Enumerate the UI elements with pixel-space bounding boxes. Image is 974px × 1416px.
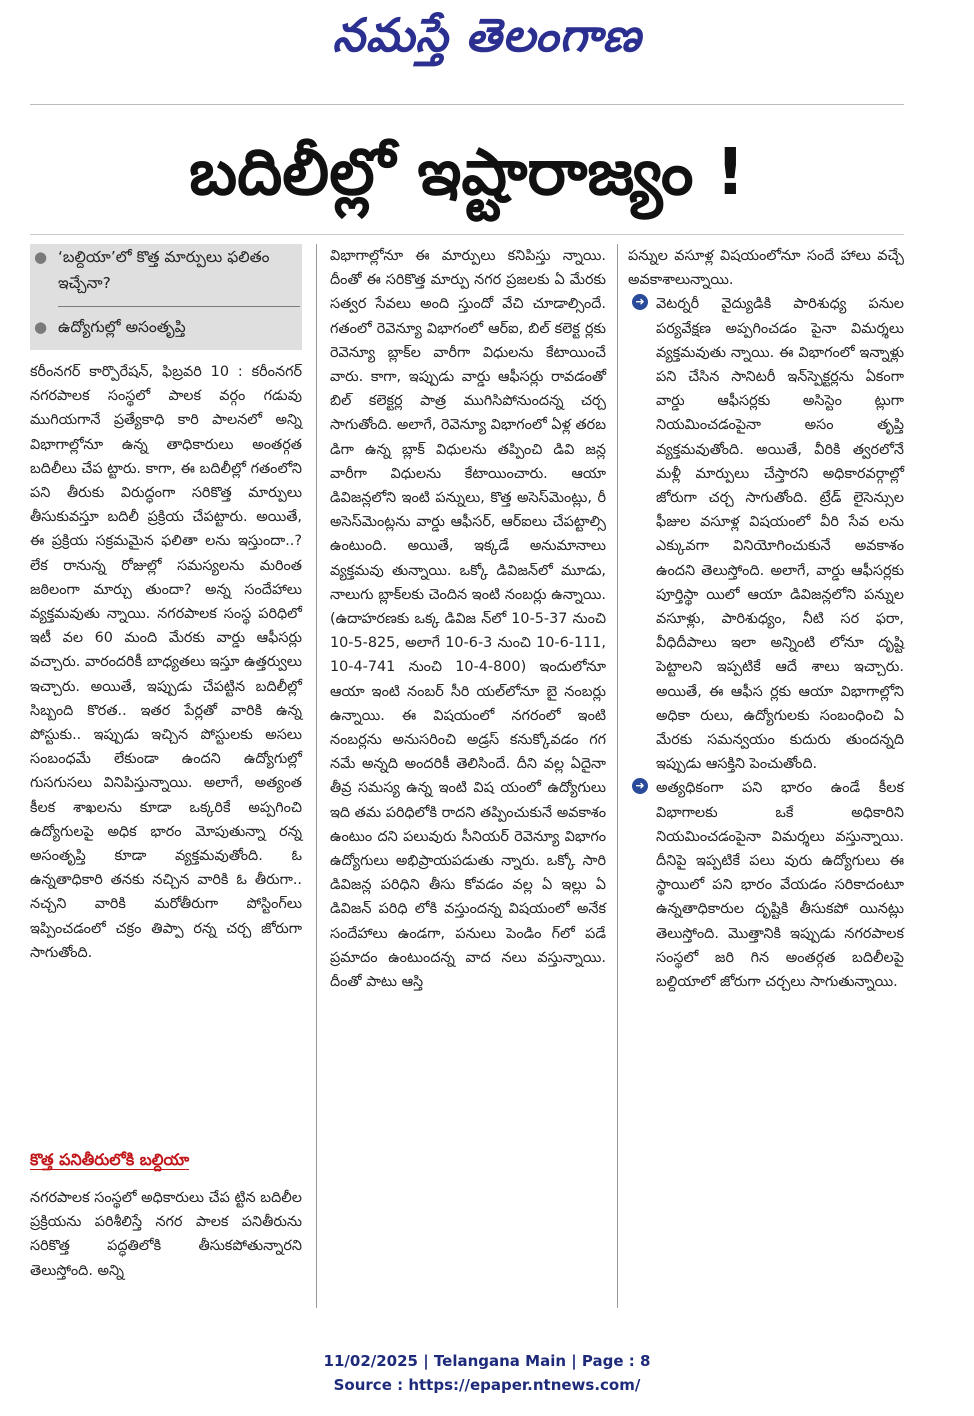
subheading bbox=[30, 1146, 302, 1180]
column-1-body bbox=[30, 360, 302, 965]
newspaper-name: నమస్తే తెలంగాణ bbox=[332, 8, 642, 62]
column-1-body-continued bbox=[30, 1186, 302, 1283]
bullet-point bbox=[628, 292, 904, 776]
bullet-dot-icon: ● bbox=[34, 248, 48, 266]
headline-divider bbox=[30, 234, 904, 235]
masthead-logo bbox=[0, 8, 974, 78]
highlight-text: ‘బల్దియా’లో కొత్త మార్పులు ఫలితం ఇచ్చేనా? bbox=[58, 248, 270, 292]
footer-date-edition: 11/02/2025 | Telangana Main | Page : 8 bbox=[323, 1352, 651, 1370]
footer-source: Source : https://epaper.ntnews.com/ bbox=[333, 1376, 641, 1394]
bullet-text: వెటర్నరీ వైద్యుడికి పారిశుధ్య పనుల పర్యవేక్షణ అప్పగించడం పైనా విమర్శలు వ్యక్తమవుతు న్నాయి. ఈ విభాగంలో ఇన్నాళ్లు పని చేసిన సానిటరీ ఇన్‌స్పెక్టర్లను ఏకంగా వార్డు ఆఫీసర్లకు అసిస్టెం ట్లుగా నియమించడంపైనా అసం తృప్తి వ్యక్తమవుతోంది. అయితే, వీరికి త్వరలోనే మళ్లీ మార్పులు చేస్తారని అధికారవర్గాల్లో జోరుగా చర్చ సాగుతోంది. ట్రేడ్ లైసెన్సుల ఫీజుల వసూళ్ల విషయంలో వీరి సేవ లను ఎక్కువగా వినియోగించుకునే అవకాశం ఉందని తెలుస్తోంది. అలాగే, వార్డు ఆఫీసర్లకు పూర్తిస్థా యిలో ఆయా డివిజన్లలోని పన్నుల వసూళ్లు, పారిశుధ్యం, నీటి సర ఫరా, వీధిదీపాలు ఇలా అన్నింటి లోనూ దృష్టి పెట్టాలని ఇప్పటికే ఆదే శాలు ఇచ్చారు. అయితే, ఈ ఆఫీస ర్లకు ఆయా విభాగాల్లోని అధికా రులు, ఉద్యోగులకు సంబంధించి ఏ మేరకు సమన్వయం కుదురు తుందన్నది ఇప్పుడు ఆసక్తిని పెంచుతోంది. bbox=[656, 296, 904, 773]
arrow-bullet-icon: ➜ bbox=[632, 778, 648, 794]
article-paragraph: పన్నుల వసూళ్ల విషయంలోనూ సందే హాలు వచ్చే అవకాశాలున్నాయి. bbox=[628, 248, 904, 289]
headline bbox=[30, 118, 904, 228]
column-divider-2 bbox=[617, 244, 618, 1308]
subheading-text: కొత్త పనితీరులోకి బల్దియా bbox=[30, 1150, 190, 1169]
column-2-body bbox=[330, 244, 606, 994]
highlight-item bbox=[30, 314, 302, 342]
bullet-point bbox=[628, 776, 904, 994]
masthead-divider bbox=[30, 104, 904, 105]
column-3-body bbox=[628, 244, 904, 994]
article-paragraph: నగరపాలక సంస్థలో అధికారులు చేప ట్టిన బదిలీల ప్రక్రియను పరిశీలిస్తే నగర పాలక పనితీరును సరికొత్త పద్ధతిలోకి తీసుకపోతున్నారని తెలుస్తోంది. అన్ని bbox=[30, 1190, 302, 1279]
highlight-text: ఉద్యోగుల్లో అసంతృప్తి bbox=[58, 318, 186, 336]
highlight-divider bbox=[58, 306, 300, 307]
article-paragraph: విభాగాల్లోనూ ఈ మార్పులు కనిపిస్తు న్నాయి. దీంతో ఈ సరికొత్త మార్పు నగర ప్రజలకు ఏ మేరకు సత్వర సేవలు అంది స్తుందో వేచి చూడాల్సిందే. గతంలో రెవెన్యూ విభాగంలో ఆర్ఐ, బిల్ కలెక్ట ర్లకు రెవెన్యూ బ్లాక్‌ల వారీగా విధులను కేటాయించే వారు. కాగా, ఇప్పుడు వార్డు ఆఫీసర్లు రావడంతో బిల్ కలెక్టర్ల పాత్ర ముగిసిపోనుందన్న చర్చ సాగుతోంది. అలాగే, రెవెన్యూ విభాగంలో ఏళ్ల తరబ డిగా ఉన్న బ్లాక్ విధులను తప్పించి డివి జన్ల వారీగా విధులను కేటాయించారు. ఆయా డివిజన్లలోని ఇంటి పన్నులు, కొత్త అసెస్‌మెంట్లు, రీ అసెస్‌మెంట్లను వార్డు ఆఫీసర్, ఆర్ఐలు చేపట్టాల్సి ఉంటుంది. అయితే, ఇక్కడే అనుమానాలు వ్యక్తమవు తున్నాయి. ఒక్కో డివిజన్‌లో మూడు, నాలుగు బ్లాక్‌లకు చెందిన ఇంటి నంబర్లు ఉన్నాయి. (ఉదాహరణకు ఒక్క డివిజ న్‌లో 10-5-37 నుంచి 10-5-825, అలాగే 10-6-3 నుంచి 10-6-111, 10-4-741 నుంచి 10-4-800) ఇందులోనూ ఆయా ఇంటి నంబర్ సీరి యల్‌లోనూ బై నంబర్లు ఉన్నాయి. ఈ విషయంలో నగరంలో ఇంటి నంబర్లను అనుసరించి అడ్రస్ కనుక్కోవడం గగ నమే అన్నది అందరికీ తెలిసిందే. దీని వల్ల ఏదైనా తీవ్ర సమస్య ఉన్న ఇంటి విష యంలో ఉద్యోగులు ఇది తమ పరిధిలోకి రాదని తప్పించుకునే అవకాశం ఉంటుం దని పలువురు సీనియర్ రెవెన్యూ విభాగం ఉద్యోగులు అభిప్రాయపడుతు న్నారు. ఒక్కో సారి డివిజన్ల పరిధిని తీసు కోవడం వల్ల ఏ ఇల్లు ఏ డివిజన్ పరిధి లోకి వస్తుందన్న విషయంలో అనేక సందేహాలు ఉండగా, పనులు పెండిం గ్‌లో పడే ప్రమాదం ఉంటుందన్న వాద నలు వస్తున్నాయి. దీంతో పాటు ఆస్తి bbox=[330, 248, 606, 991]
highlight-item bbox=[30, 244, 302, 296]
bullet-text: అత్యధికంగా పని భారం ఉండే కీలక విభాగాలకు ఒకే అధికారిని నియమించడంపైనా విమర్శలు వస్తున్నాయి. దీనిపై ఇప్పటికే పలు వురు ఉద్యోగులు ఈ స్థాయిలో పని భారం వేయడం సరికాదంటూ ఉన్నతాధికారుల దృష్టికి తీసుకపో యినట్లు తెలుస్తోంది. మొత్తానికి ఇప్పుడు నగరపాలక సంస్థలో జరి గిన అంతర్గత బదిలీలపై బల్దియాలో జోరుగా చర్చలు సాగుతున్నాయి. bbox=[656, 780, 904, 991]
headline-text: బదిలీల్లో ఇష్టారాజ్యం ! bbox=[189, 136, 745, 210]
arrow-bullet-icon: ➜ bbox=[632, 294, 648, 310]
highlights-box bbox=[30, 244, 302, 350]
article-paragraph: కరీంనగర్ కార్పొరేషన్, ఫిబ్రవరి 10 : కరీంనగర్ నగరపాలక సంస్థలో పాలక వర్గం గడువు ముగియగానే ప్రత్యేకాధి కారి పాలనలో అన్ని విభాగాల్లోనూ ఉన్న తాధికారులు అంతర్గత బదిలీలు చేప ట్టారు. కాగా, ఈ బదిలీల్లో గతంలోని పని తీరుకు విరుద్ధంగా సరికొత్త మార్పులు తీసుకువస్తూ బదిలీ ప్రక్రియ చేపట్టారు. అయితే, ఈ ప్రక్రియ సక్రమమైన ఫలితా లను ఇస్తుందా..? లేక రానున్న రోజుల్లో సమస్యలను మరింత జఠిలంగా మార్చు తుందా? అన్న సందేహాలు వ్యక్తమవుతు న్నాయి. నగరపాలక సంస్థ పరిధిలో ఇటీ వల 60 మంది మేరకు వార్డు ఆఫీసర్లు వచ్చారు. వారందరికీ బాధ్యతలు ఇస్తూ ఉత్తర్వులు ఇచ్చారు. అయితే, ఇప్పుడు చేపట్టిన బదిలీల్లో సిబ్బంది కొరత.. ఇతర పేర్లతో వారికి ఉన్న పోస్టుకు.. ఇప్పుడు ఇచ్చిన పోస్టులకు అసలు సంబంధమే లేకుండా ఉందని ఉద్యోగుల్లో గుసగుసలు వినిపిస్తున్నాయి. అలాగే, అత్యంత కీలక శాఖలను కూడా ఒక్కరికే అప్పగించి ఉద్యోగులపై అధిక భారం మోపుతున్నా రన్న అసంతృప్తి కూడా వ్యక్తమవుతోంది. ఓ ఉన్నతాధికారి తనకు నచ్చిన వారికి ఓ తీరుగా.. నచ్చని వారికి మరోతీరుగా పోస్టింగ్‌లు ఇప్పించడంలో చక్రం తిప్పా రన్న చర్చ జోరుగా సాగుతోంది. bbox=[30, 364, 302, 961]
column-divider-1 bbox=[316, 244, 317, 1308]
bullet-dot-icon: ● bbox=[34, 318, 48, 336]
